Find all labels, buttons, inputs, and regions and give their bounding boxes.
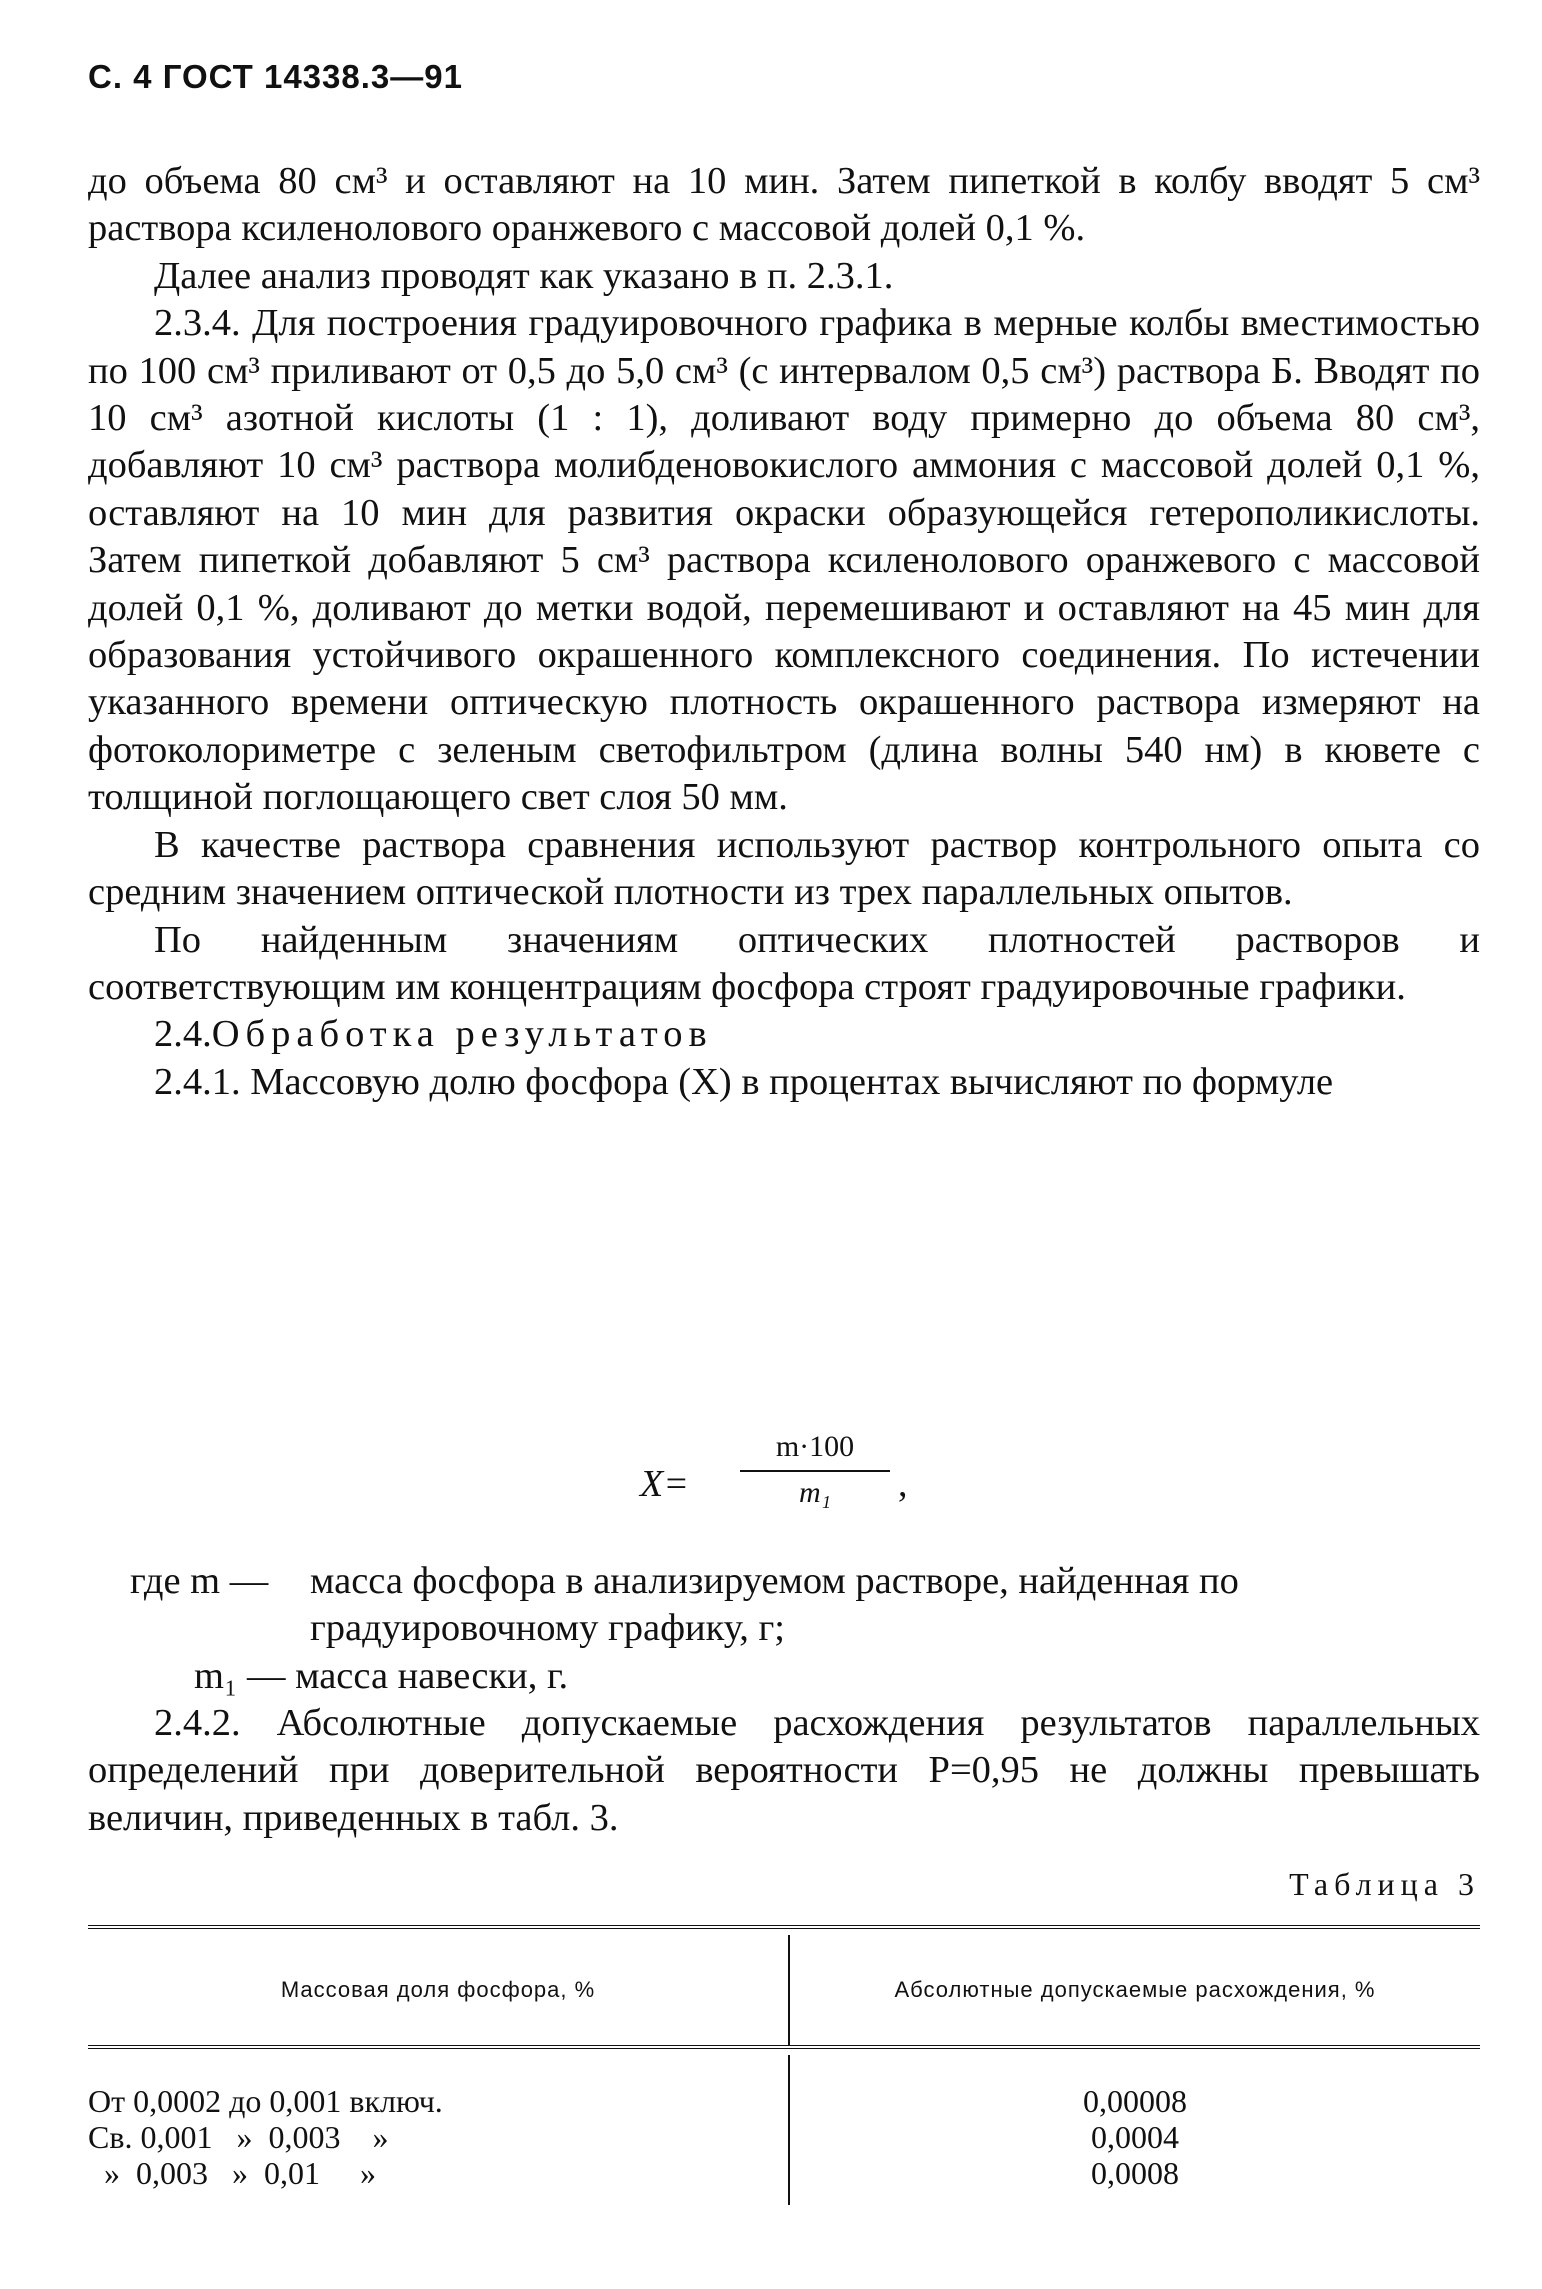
table-col2-cells — [788, 2055, 1480, 2205]
formula-definitions — [130, 1558, 1480, 1700]
table-header-col1: Массовая доля фосфора, % — [280, 1977, 596, 2002]
section-title: Обработка результатов — [211, 1013, 713, 1056]
table-body — [88, 2055, 1480, 2205]
table-title: Таблица 3 — [1289, 1866, 1480, 1902]
definition-m1: m₁ — масса навески, г. — [194, 1654, 569, 1697]
paragraph-5: По найденным значениям оптических плотностей растворов и соответствующим им концентрациям фосфора строят градуировочные графики. — [88, 918, 1480, 1008]
formula-lhs: X= — [640, 1463, 689, 1505]
paragraph-7: 2.4.2. Абсолютные допускаемые расхождения результатов параллельных определений при доверительной вероятности P=0,95 не должны превышать величин, приведенных в табл. 3. — [88, 1702, 1480, 1839]
formula — [640, 1420, 940, 1540]
main-text — [88, 158, 1480, 1106]
formula-denominator: m₁ — [798, 1476, 832, 1509]
table-cell-range: От 0,0002 до 0,001 включ. — [88, 2083, 443, 2119]
paragraph-3: 2.3.4. Для построения градуировочного графика в мерные колбы вместимостью по 100 см³ приливают от 0,5 до 5,0 см³ (с интервалом 0,5 см³) раствора Б. Вводят по 10 см³ азотной кислоты (1 : 1), доливают воду примерно до объема 80 см³, добавляют 10 см³ раствора молибденовокислого аммония с массовой долей 0,1 %, оставляют на 10 мин для развития окраски образующейся гетерополикислоты. Затем пипеткой добавляют 5 см³ раствора ксиленолового оранжевого с массовой долей 0,1 %, доливают до метки водой, перемешивают и оставляют на 45 мин для образования устойчивого окрашенного комплексного соединения. По истечении указанного времени оптическую плотность окрашенного раствора измеряют на фотоколориметре с зеленым светофильтром (длина волны 540 нм) в кювете с толщиной поглощающего свет слоя 50 мм. — [88, 302, 1480, 819]
table-header-rule — [88, 2045, 1480, 2055]
formula-numerator: m·100 — [775, 1430, 855, 1463]
section-number: 2.4. — [154, 1013, 212, 1056]
after-formula-text — [88, 1700, 1480, 1842]
table-col1-cells — [88, 2055, 788, 2205]
paragraph-6: 2.4.1. Массовую долю фосфора (X) в процентах вычисляют по формуле — [154, 1060, 1334, 1103]
paragraph-1: до объема 80 см³ и оставляют на 10 мин. Затем пипеткой в колбу вводят 5 см³ раствора ксиленолового оранжевого с массовой долей 0,1 %. — [88, 160, 1480, 250]
definition-term-m: где m — — [130, 1560, 269, 1602]
table-cell-range: » 0,003 » 0,01 » — [88, 2155, 376, 2191]
formula-comma: , — [898, 1463, 908, 1505]
fraction-bar — [740, 1470, 890, 1472]
page-header: С. 4 ГОСТ 14338.3—91 — [88, 58, 463, 95]
table-cell-value: 0,00008 — [1083, 2083, 1187, 2119]
definition-text-m: масса фосфора в анализируемом растворе, найденная по градуировочному графику, г; — [310, 1560, 1239, 1650]
formula-fraction — [740, 1430, 890, 1510]
table-header-row — [88, 1935, 1480, 2045]
section-heading — [88, 1011, 1480, 1058]
paragraph-2: Далее анализ проводят как указано в п. 2.3.1. — [154, 254, 894, 297]
table-cell-value: 0,0008 — [1091, 2155, 1179, 2191]
table-3 — [88, 1925, 1480, 2205]
table-cell-range: Св. 0,001 » 0,003 » — [88, 2119, 389, 2155]
paragraph-4: В качестве раствора сравнения используют раствор контрольного опыта со средним значением оптической плотности из трех параллельных опытов. — [88, 823, 1480, 914]
table-cell-value: 0,0004 — [1091, 2119, 1179, 2155]
table-top-rule — [88, 1925, 1480, 1935]
table-header-col2: Абсолютные допускаемые расхождения, % — [788, 1935, 1480, 2045]
